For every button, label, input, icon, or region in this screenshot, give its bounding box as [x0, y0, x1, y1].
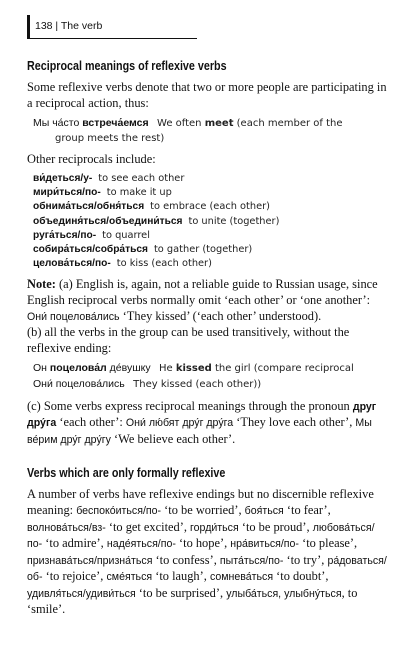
example-en-cont: group meets the rest)	[55, 132, 165, 144]
page-label: 138 | The verb	[35, 20, 103, 32]
example-ru: Мы ча́сто встреча́емся	[33, 117, 149, 130]
list-item: собира́ться/собра́ться to gather (together)	[33, 243, 253, 255]
note-b-example: Он поцелова́л де́вушку He kissed the girl (compare reciprocal Они́ поцелова́лись They kissed (each other))	[33, 362, 354, 390]
list-item: мири́ться/по- to make it up	[33, 187, 172, 199]
list-item: руга́ться/по- to quarrel	[33, 229, 150, 241]
header-rule	[27, 38, 197, 39]
section-heading-reciprocal: Reciprocal meanings of reflexive verbs	[27, 59, 227, 73]
example-en: We often meet (each member of the	[157, 118, 343, 130]
header-bar	[27, 15, 30, 39]
list-item: целова́ться/по- to kiss (each other)	[33, 258, 212, 270]
note-c: (c) Some verbs express reciprocal meanings through the pronoun друг дру́га ‘each other’: Они́ лю́бят дру́г дру́га ‘They love each other’, Мы ве́рим дру́г дру́гу ‘We believe each other’.	[27, 398, 377, 446]
list-item: ви́деться/у- to see each other	[33, 172, 185, 184]
list-item: обнима́ться/обня́ться to embrace (each other)	[33, 201, 270, 213]
formal-reflexive-body: A number of verbs have reflexive endings but no discernible reflexive meaning: беспоко́иться/по- ‘to be worried’, боя́ться ‘to fear’, волнова́ться/вз- ‘to get excited’, горди́ться ‘to be proud’, любова́ться/по- ‘to admire’, наде́яться/по- ‘to hope’, нра́виться/по- ‘to please’, признава́ться/призна́ться ‘to confess’, пыта́ться/по- ‘to try’, ра́доваться/об- ‘to rejoice’, сме́яться ‘to laugh’, сомнева́ться ‘to doubt’, удивля́ться/удиви́ться ‘to be surprised’, улыба́ться, улыбну́ться, to ‘smile’.	[27, 487, 387, 617]
reciprocal-intro: Some reflexive verbs denote that two or more people are participating in a reciprocal action, thus:	[27, 80, 387, 110]
note-b: (b) all the verbs in the group can be used transitively, without the reflexive ending:	[27, 325, 350, 355]
note-a: Note: (a) English is, again, not a reliable guide to Russian usage, since English reciprocal verbs normally omit ‘each other’ or ‘one another’: Они́ поцелова́лись ‘They kissed’ (‘each other’ understood).	[27, 277, 378, 323]
section-heading-formal: Verbs which are only formally reflexive	[27, 466, 226, 481]
reciprocal-verb-list	[33, 172, 387, 271]
other-reciprocals-label: Other reciprocals include:	[27, 152, 156, 167]
reciprocal-example	[27, 116, 387, 146]
list-item: объединя́ться/объедини́ться to unite (together)	[33, 215, 280, 227]
page	[27, 15, 387, 618]
running-header	[27, 15, 387, 41]
